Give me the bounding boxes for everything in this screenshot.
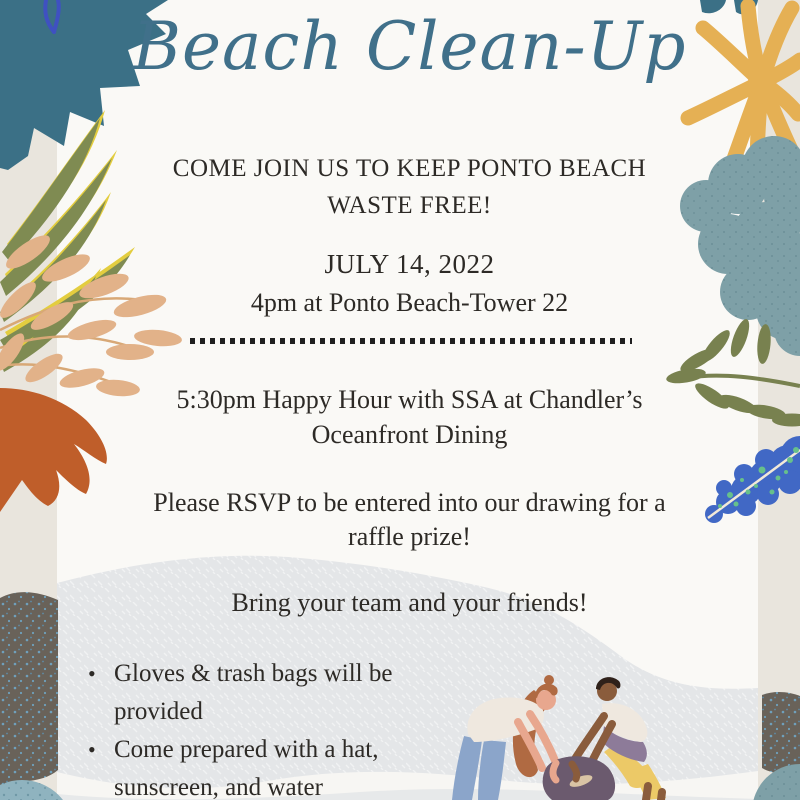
bullet-dot: • <box>88 661 96 686</box>
supplies-list <box>86 655 446 800</box>
speckled-rock-right-graphic <box>762 692 800 774</box>
rsvp-text <box>57 486 762 554</box>
happy-hour-line-1: 5:30pm Happy Hour with SSA at Chandler’s <box>176 385 643 414</box>
list-item <box>86 731 446 800</box>
bullet-2-line-1: Come prepared with a hat, <box>114 736 379 763</box>
rsvp-line-1: Please RSVP to be entered into our drawing for a <box>153 488 666 517</box>
intro-line-1: COME JOIN US TO KEEP PONTO BEACH <box>172 155 647 182</box>
happy-hour-text <box>57 382 762 452</box>
intro-text <box>57 150 762 224</box>
event-date: JULY 14, 2022 <box>324 249 495 279</box>
event-time-location: 4pm at Ponto Beach-Tower 22 <box>250 288 569 317</box>
happy-hour-line-2: Oceanfront Dining <box>311 420 508 449</box>
list-item <box>86 655 446 731</box>
flyer-title: Beach Clean-Up <box>132 8 687 85</box>
bullet-1-line-2: provided <box>114 698 203 725</box>
dotted-divider <box>190 338 632 344</box>
speckled-rock-left-graphic <box>0 592 58 788</box>
bullet-2-line-2: sunscreen, and water <box>114 774 323 800</box>
intro-line-2: WASTE FREE! <box>327 192 492 219</box>
rsvp-line-2: raffle prize! <box>348 522 471 551</box>
bullet-dot: • <box>88 737 96 762</box>
bullet-1-line-1: Gloves & trash bags will be <box>114 660 393 687</box>
bring-team-text: Bring your team and your friends! <box>231 588 588 617</box>
